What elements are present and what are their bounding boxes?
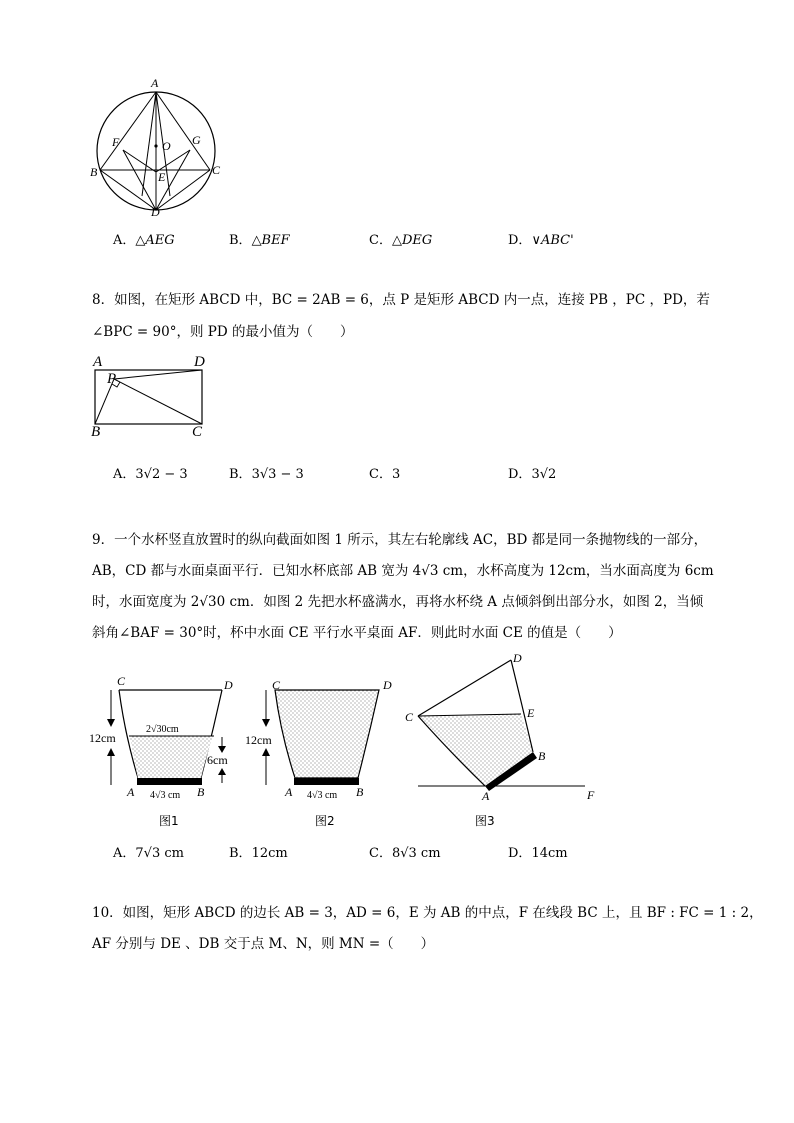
q9-stem-line4: 斜角∠BAF = 30°时，杯中水面 CE 平行水平桌面 AF．则此时水面 CE 的值是（ ） (92, 625, 622, 641)
q8-label-p: P (107, 371, 117, 387)
q9-fig1-height: 12cm (89, 731, 116, 745)
q9-fig1-caption: 图1 (159, 814, 179, 828)
option-letter: C． (369, 467, 392, 482)
q9-fig1-water-height: 6cm (207, 753, 228, 767)
q8-label-d: D (194, 354, 205, 370)
q7-label-g: G (192, 133, 201, 147)
option-text: △BEF (251, 233, 290, 248)
q9-fig3-caption: 图3 (475, 814, 495, 828)
q9-option-b[interactable] (229, 842, 288, 861)
option-text: 3√2 − 3 (135, 467, 188, 482)
q7-label-o: O (162, 139, 171, 153)
option-letter: D． (508, 846, 532, 861)
option-letter: A． (113, 467, 136, 482)
q9-fig3-label-e: E (527, 706, 535, 720)
option-letter: A． (113, 233, 136, 248)
q9-fig2-label-c: C (272, 678, 281, 692)
q7-label-e: E (158, 170, 166, 184)
q8-label-a: A (93, 354, 103, 370)
q9-fig1-label-c: C (117, 674, 126, 688)
option-letter: B． (229, 846, 252, 861)
q9-fig1-base: 4√3 cm (150, 790, 181, 801)
q9-stem-line2: AB，CD 都与水面桌面平行．已知水杯底部 AB 宽为 4√3 cm，水杯高度为 12cm，当水面高度为 6cm (92, 563, 714, 579)
option-letter: C． (369, 846, 392, 861)
q9-fig3-label-b: B (538, 749, 546, 763)
option-letter: B． (229, 233, 252, 248)
option-text: 12cm (251, 846, 288, 861)
option-text: 8√3 cm (391, 846, 441, 861)
q7-label-b: B (90, 165, 98, 179)
q9-fig2-label-d: D (383, 678, 392, 692)
q8-label-c: C (192, 424, 203, 440)
q9-fig3-label-a: A (482, 789, 490, 803)
q10-stem-line1: 10．如图，矩形 ABCD 的边长 AB = 3，AD = 6，E 为 AB 的中点，F 在线段 BC 上，且 BF : FC = 1 : 2， (92, 905, 763, 921)
q9-fig2-label-b: B (356, 785, 364, 799)
option-text: 3√2 (531, 467, 557, 482)
option-text: ∨ABC' (531, 233, 574, 248)
q7-label-f: F (112, 135, 120, 149)
option-text: 7√3 cm (135, 846, 184, 861)
q9-option-d[interactable] (508, 842, 568, 861)
q9-fig1-label-a: A (127, 785, 135, 799)
option-letter: B． (229, 467, 252, 482)
option-text: 3√3 − 3 (251, 467, 304, 482)
q9-option-c[interactable] (369, 842, 441, 861)
option-text: 14cm (531, 846, 568, 861)
q8-stem-line2: ∠BPC = 90°，则 PD 的最小值为（ ） (92, 324, 354, 340)
option-text: △AEG (135, 233, 175, 248)
q7-label-d: D (151, 205, 160, 219)
q9-fig2-caption: 图2 (315, 814, 335, 828)
option-letter: C． (369, 233, 392, 248)
option-letter: D． (508, 233, 532, 248)
q9-fig3-label-f: F (587, 788, 595, 802)
q9-fig2-base: 4√3 cm (307, 790, 338, 801)
q8-label-b: B (91, 424, 101, 440)
option-letter: A． (113, 846, 136, 861)
q9-stem-line3: 时，水面宽度为 2√30 cm．如图 2 先把水杯盛满水，再将水杯绕 A 点倾斜倒出部分水，如图 2，当倾 (92, 594, 704, 610)
q9-fig2-label-a: A (285, 785, 293, 799)
q10-stem-line2: AF 分别与 DE 、DB 交于点 M、N，则 MN =（ ） (92, 936, 435, 952)
option-letter: D． (508, 467, 532, 482)
q9-fig1-water-width: 2√30cm (146, 724, 179, 735)
q9-fig1-label-d: D (224, 678, 233, 692)
option-text: △DEG (391, 233, 433, 248)
option-text: 3 (391, 467, 401, 482)
q9-fig1-label-b: B (197, 785, 205, 799)
q9-stem-line1: 9．一个水杯竖直放置时的纵向截面如图 1 所示，其左右轮廓线 AC，BD 都是同一条抛物线的一部分， (92, 532, 708, 548)
q9-fig3-label-d: D (513, 651, 522, 665)
q7-label-c: C (212, 163, 221, 177)
q8-stem-line1: 8．如图，在矩形 ABCD 中，BC = 2AB = 6，点 P 是矩形 ABCD 内一点，连接 PB ，PC ，PD，若 (92, 292, 710, 308)
q9-fig2-height: 12cm (245, 733, 272, 747)
q7-label-a: A (151, 76, 159, 90)
q9-fig3-label-c: C (405, 710, 414, 724)
q9-option-a[interactable] (113, 842, 184, 861)
